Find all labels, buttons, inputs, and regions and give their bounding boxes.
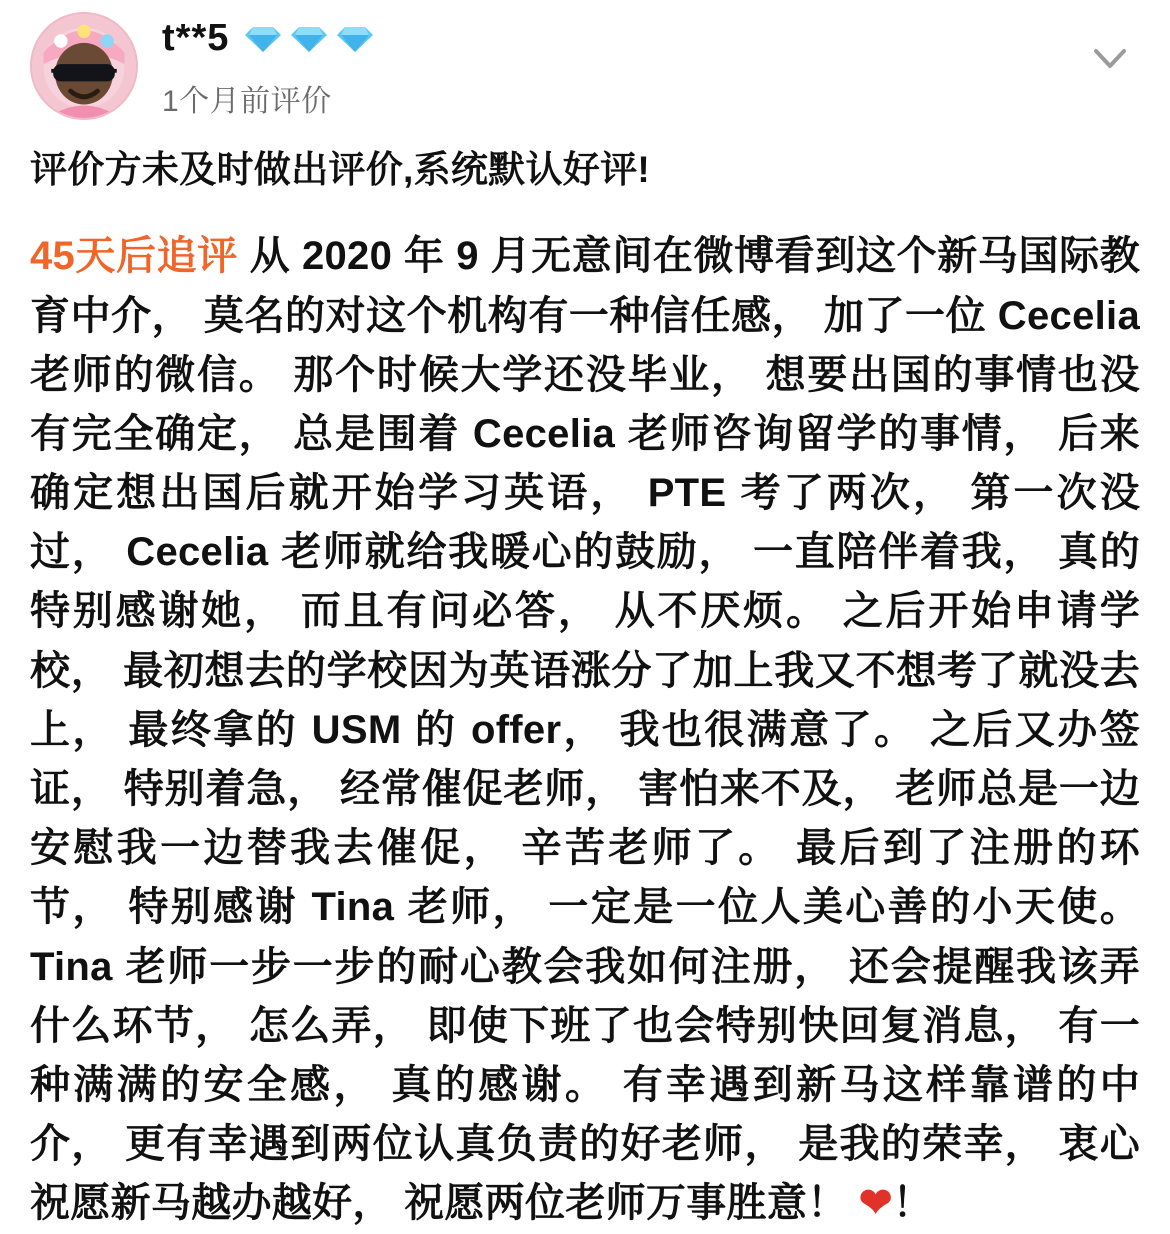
auto-rating-note: 评价方未及时做出评价,系统默认好评!: [30, 149, 650, 190]
review-body: [30, 146, 1140, 1234]
followup-review-text: [30, 227, 1140, 1233]
diamond-icon: [289, 24, 329, 54]
review-header: [30, 12, 1140, 122]
diamond-icon: [243, 24, 283, 54]
chevron-down-icon[interactable]: [1088, 36, 1132, 80]
followup-body: 从 2020 年 9 月无意间在微博看到这个新马国际教育中介， 莫名的对这个机构有一种信任感， 加了一位 Cecelia 老师的微信。 那个时候大学还没毕业， 想要出国的事情也没有完全确定， 总是围着 Cecelia 老师咨询留学的事情， 后来确定想出国后就开始学习英语， PTE 考了两次， 第一次没过， Cecelia 老师就给我暖心的鼓励， 一直陪伴着我， 真的特别感谢她， 而且有问必答， 从不厌烦。 之后开始申请学校， 最初想去的学校因为英语涨分了加上我又不想考了就没去上， 最终拿的 USM 的 offer， 我也很满意了。 之后又办签证， 特别着急， 经常催促老师， 害怕来不及， 老师总是一边安慰我一边替我去催促， 辛苦老师了。 最后到了注册的环节， 特别感谢 Tina 老师， 一定是一位人美心善的小天使。 Tina 老师一步一步的耐心教会我如何注册， 还会提醒我该弄什么环节， 怎么弄， 即使下班了也会特别快回复消息， 有一种满满的安全感， 真的感谢。 有幸遇到新马这样靠谱的中介， 更有幸遇到两位认真负责的好老师， 是我的荣幸， 衷心祝愿新马越办越好， 祝愿两位老师万事胜意！: [30, 234, 1140, 1226]
trailing-text: ！: [892, 1181, 933, 1226]
diamond-icon: [335, 24, 375, 54]
heart-icon: ❤: [858, 1181, 893, 1226]
badge-group: [243, 24, 375, 54]
followup-label: 45天后追评: [30, 234, 238, 279]
user-info: [162, 12, 1140, 120]
username: t**5: [162, 17, 230, 59]
review-timestamp: 1个月前评价: [162, 84, 332, 118]
name-row: [162, 18, 1140, 60]
avatar[interactable]: [30, 12, 138, 120]
